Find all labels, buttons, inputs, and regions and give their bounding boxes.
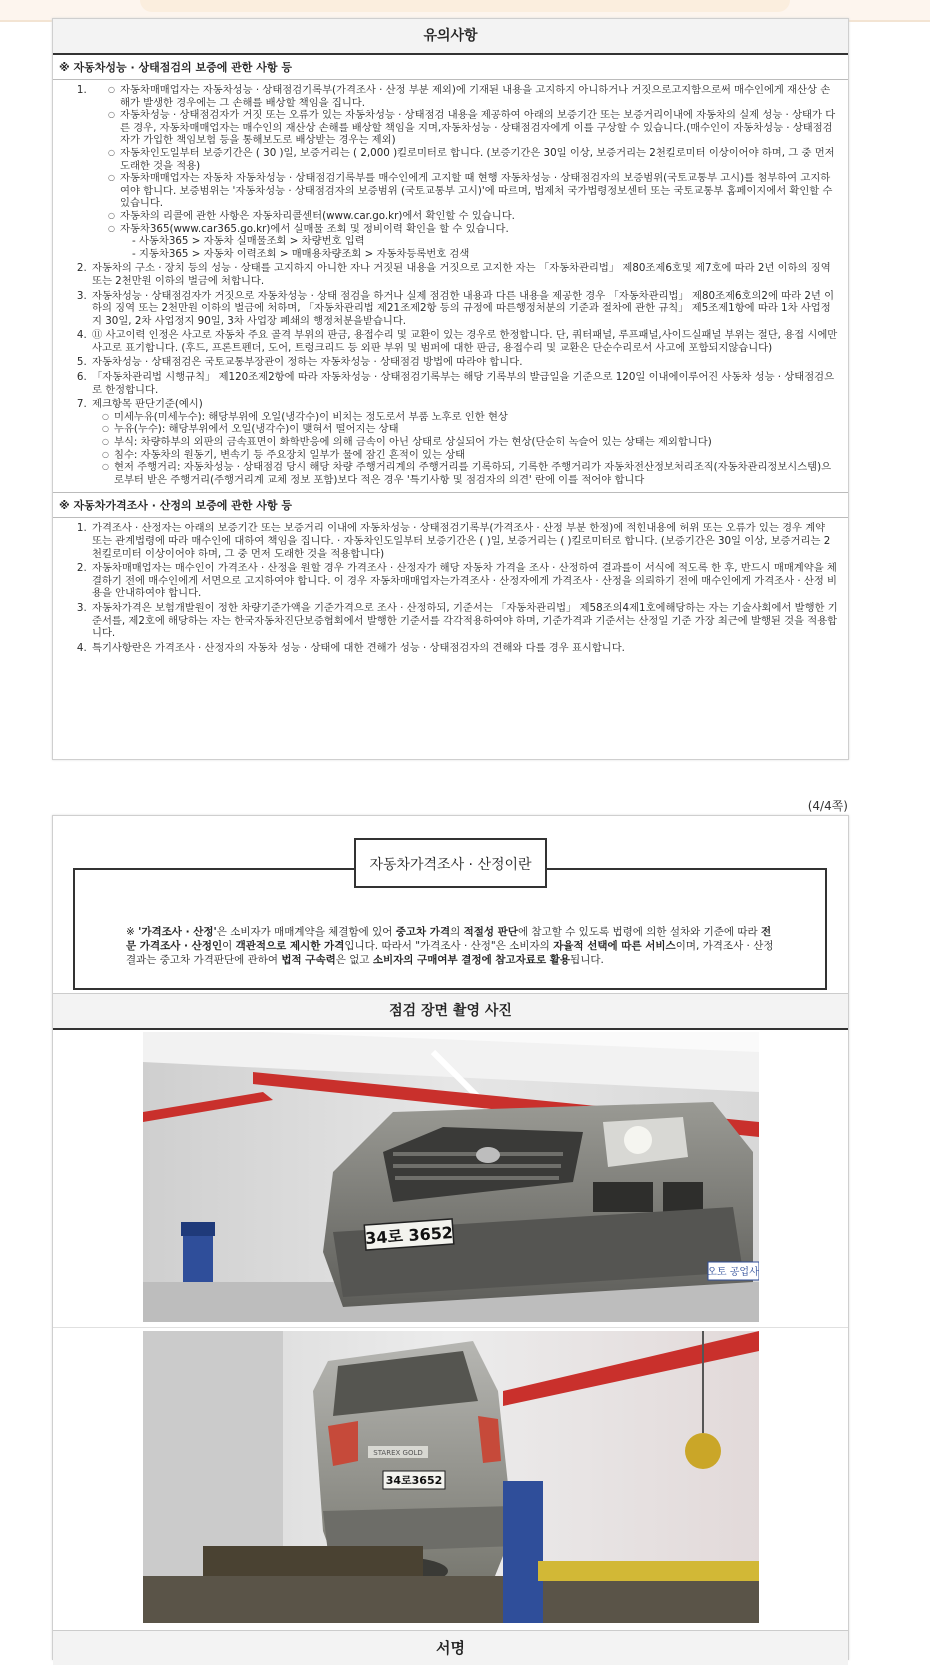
price-notes-list — [53, 522, 848, 654]
list-item: 4. ⑪ 사고이력 인정은 사고로 자동차 주요 골격 부위의 판금, 용접수리 및 교환이 있는 경우로 한정합니다. 단, 쿼터패널, 루프패널,사이드실패널 부위는 절단, 용접 시에만 사고로 표기합니다. (후드, 프론트펜더, 도어, 트렁크리드 등 외판 부위 및 범퍼에 대한 판금, 용접수리 및 교환은 단순수리로서 사고에 포함되지않습니다) — [90, 329, 838, 354]
item7-bullets — [92, 411, 838, 487]
list-item: ○ 침수: 자동차의 원동기, 변속기 등 주요장치 일부가 물에 잠긴 흔적이 있는 상태 — [114, 449, 838, 462]
price-warranty-heading: ※ 자동차가격조사 · 산정의 보증에 관한 사항 등 — [53, 492, 848, 518]
check-criteria-title: 제크항목 판단기준(예시) — [92, 398, 203, 411]
intro-t16: 소비자의 구매여부 결정에 참고자료로 활용 — [372, 954, 571, 966]
list-item: 6. 「자동차관리법 시행규칙」 제120조제2항에 따라 자동차성능 · 상태점검기록부는 해당 기록부의 발급일을 기준으로 120일 이내에이루어진 사동차 성능 · 상태점검으로 한정합니다. — [90, 371, 838, 396]
intro-t9: 이 — [222, 940, 236, 952]
car365-path-1: - 사동차365 > 자동차 실매물조회 > 차량번호 입력 — [132, 235, 365, 248]
signature-section-title: 서명 — [53, 1630, 848, 1665]
intro-t11: 입니다. 따라서 "가격조사 · 산정"은 소비자의 — [344, 940, 554, 952]
intro-t15: 은 없고 — [335, 954, 373, 966]
performance-notes-list — [53, 84, 848, 486]
inspection-photo-rear — [143, 1331, 759, 1623]
price-warranty-content — [53, 522, 848, 654]
intro-t14: 법적 구속력 — [281, 954, 336, 966]
list-item: 5. 자동차성능 · 상태점검은 국토교통부장관이 정하는 자동차성능 · 상태점검 방법에 따라야 합니다. — [90, 356, 838, 369]
list-item: ○ 자동차365(www.car365.go.kr)에서 실매물 조회 및 정비이력 확인을 할 수 있습니다. — [120, 223, 838, 236]
list-item: 4. 특기사항란은 가격조사 · 산정자의 자동차 성능 · 상태에 대한 견해가 성능 · 상태점검자의 견해와 다를 경우 표시합니다. — [90, 642, 838, 655]
rear-plate-text: 34로3652 — [385, 1474, 443, 1487]
list-item: 3. 자동차성능 · 상태점검자가 거짓으로 자동차성능 · 상태 점검을 하거나 실제 점검한 내용과 다른 내용을 제공한 경우 「자동차관리법」 제80조제6호의2에 따라 2년 이하의 징역 또는 2천만원 이하의 벌금에 처하며, 「자동차관리법 제21조제2항 등의 규정에 따른행정처분의 기준과 절차에 관한 규칙」 제5조제1항에 따라 1차 사업정지 30일, 2차 사업정지 90일, 3차 사업장 폐쇄의 행정처분을받습니다. — [90, 290, 838, 328]
intro-t17: 됩니다. — [570, 954, 604, 966]
item1-bullets — [120, 84, 838, 235]
emblem-text: STAREX GOLD — [373, 1449, 423, 1457]
intro-t6: 적절성 판단 — [463, 926, 518, 938]
performance-warranty-content — [53, 84, 848, 486]
intro-t3: 은 소비자가 매매계약을 체결함에 있어 — [216, 926, 396, 938]
inspection-photo-front — [143, 1032, 759, 1322]
list-item: ○ 부식: 차량하부의 외판의 금속표면이 화학반응에 의해 금속이 아닌 상태로 상실되어 가는 현상(단순히 녹슬어 있는 상태는 제외합니다) — [114, 436, 838, 449]
performance-warranty-heading: ※ 자동차성능 · 상태점검의 보증에 관한 사항 등 — [53, 55, 848, 80]
list-item: ○ 자동차매매업자는 자동차 자동차성능 · 상태점검기록부를 매수인에게 고지할 때 현행 자동차성능 · 상태점검자의 보증범위(국토교통부 고시)를 첨부하여 고지하여야 합니다. 보증범위는 '자동차성능 · 상태점검자의 보증범위 (국토교통부 고시)'에 따르며, 법제처 국가법령정보센터 또는 국토교통부 홈페이지에서 확인할 수 있습니다. — [120, 172, 838, 210]
intro-t1: ※ — [126, 926, 139, 938]
rear-view-illustration — [143, 1331, 759, 1623]
photo-section-title: 점검 장면 촬영 사진 — [53, 993, 848, 1030]
intro-t5: 의 — [450, 926, 464, 938]
notes-sheet — [52, 18, 849, 760]
intro-t4: 중고차 가격 — [395, 926, 451, 938]
top-strip-glow — [140, 0, 790, 12]
wall-sign-text: 오토 공업사 — [707, 1267, 759, 1278]
intro-t7: 에 참고할 수 있도록 법령에 의한 설차와 기준에 따라 — [517, 926, 761, 938]
list-item: ○ 자동차인도일부터 보증기간은 ( 30 )일, 보증거리는 ( 2,000 )킬로미터로 합니다. (보증기간은 30일 이상, 보증거리는 2천킬로미터 이상이어야 하며, 그 중 먼저 도래한 것을 적용) — [120, 147, 838, 172]
intro-t8: 전문 가격조사 · 산정인 — [126, 926, 772, 952]
list-item — [90, 398, 838, 486]
notes-title: 유의사항 — [53, 19, 848, 55]
front-view-illustration — [143, 1032, 759, 1322]
list-item: ○ 미세누유(미세누수): 해당부위에 오일(냉각수)이 비치는 정도로서 부품 노후로 인한 현상 — [114, 411, 838, 424]
intro-t13: 이며, 가격조사 · 산정 결과는 중고차 가격판단에 관하여 — [126, 940, 774, 966]
intro-title: 자동차가격조사 · 산정이란 — [354, 838, 547, 888]
list-item — [90, 84, 838, 260]
front-plate-text: 34로 3652 — [364, 1222, 454, 1249]
intro-t10: 객관적으로 제시한 가격 — [235, 940, 345, 952]
list-item: 2. 자동차매매업자는 매수인이 가격조사 · 산정을 원할 경우 가격조사 · 산정자가 해당 자동차 가격을 조사 · 산정하여 결과를이 서식에 적도록 한 후, 반드시 매매계약을 체결하기 전에 매수인에게 서면으로 고지하여야 합니다. 이 경우 자동차매매업자는가격조사 · 산정자에게 가격조사 · 산정을 의뢰하기 전에 매수인에게 가격조사 · 산정 비용을 안내하여야 합니다. — [90, 562, 838, 600]
car365-path-2: - 지동차365 > 자동차 이력조회 > 매매용차량조회 > 자동차등록번호 검색 — [132, 247, 470, 260]
page-indicator: (4/4쪽) — [807, 799, 848, 813]
list-item: 1. 가격조사 · 산정자는 아래의 보증기간 또는 보증거리 이내에 자동차성능 · 상태점검기록부(가격조사 · 산정 부분 한정)에 적힌내용에 허위 또는 오류가 있는 경우 계약 또는 관계법령에 따라 매수인에 대하여 책임을 집니다. · 자동차인도일부터 보증기간은 ( )일, 보증거리는 ( )킬로미터로 합니다. (보증기간은 30일 이상, 보증거리는 2천킬로미터 이상이어야 하며, 그 중 먼저 도래한 것을 적용합니다) — [90, 522, 838, 560]
list-item: ○ 현저 주행거리: 자동차성능 · 상태점검 당시 해당 차량 주행거리계의 주행거리를 기록하되, 기록한 주행거리가 자동차전산정보처리조직(자동차관리정보시스템)으로부터 받은 주행거리(주행거리계 교체 정보 포함)보다 적은 경우 '특기사항 및 점검자의 의견' 란에 이를 적어야 합니다 — [114, 461, 838, 486]
intro-t12: 자율적 선택에 따른 서비스 — [553, 940, 676, 952]
list-item: 3. 자동차가격은 보험개발원이 정한 차량기준가액을 기준가격으로 조사 · 산정하되, 기준서는 「자동차관리법」 제58조의4제1호에해당하는 자는 기술사회에서 발행한 기준서를, 제2호에 해당하는 자는 한국자동차진단보증협회에서 발행한 기준서를 각각적용하여야 하며, 기준가격과 기준서는 산정일 기준 가장 최근에 발행된 것을 적용합니다. — [90, 602, 838, 640]
list-item: 2. 자동차의 구소 · 장치 등의 성능 · 상태를 고지하지 아니한 자나 거짓된 내용을 거짓으로 고지한 자는 「자동차관리법」 제80조제6호및 제7호에 따라 2년 이하의 징역 또는 2천만원 이하의 벌금에 처합니다. — [90, 262, 838, 287]
intro-t2: '가격조사 · 산정' — [138, 926, 217, 938]
intro-text — [126, 925, 781, 967]
photo-divider — [53, 1327, 848, 1328]
list-item: ○ 자동차의 리콜에 관한 사항은 자동차리콜센터(www.car.go.kr)에서 확인할 수 있습니다. — [120, 210, 838, 223]
list-item: ○ 1. 자동차매매업자는 자동차성능 · 상태점검기록부(가격조사 · 산정 부분 제외)에 기재된 내용을 고지하지 아니하거나 거짓으로고지함으로써 매수인에게 재산상 손해가 발생한 경우에는 그 손해를 배상할 책임을 집니다. — [120, 84, 838, 109]
list-item: ○ 누유(누수): 해당부위에서 오일(냉각수)이 맺혀서 떨어지는 상태 — [114, 423, 838, 436]
list-item: ○ 자동차성능 · 상태점검자가 거짓 또는 오류가 있는 자동차성능 · 상태점검 내용을 제공하여 아래의 보증기간 또는 보증거리이내에 자동차의 실제 성능 · 상태가 다른 경우, 자동차매매업자는 매수인의 재산상 손해를 배상할 책임을 지며,자동차성능 · 상태점검자에게 이를 구상할 수 있습니다.(매수인이 자동차성능 · 상태점검자가 가입한 책임보험 등을 통해보도로 배상받는 경우는 제외) — [120, 109, 838, 147]
